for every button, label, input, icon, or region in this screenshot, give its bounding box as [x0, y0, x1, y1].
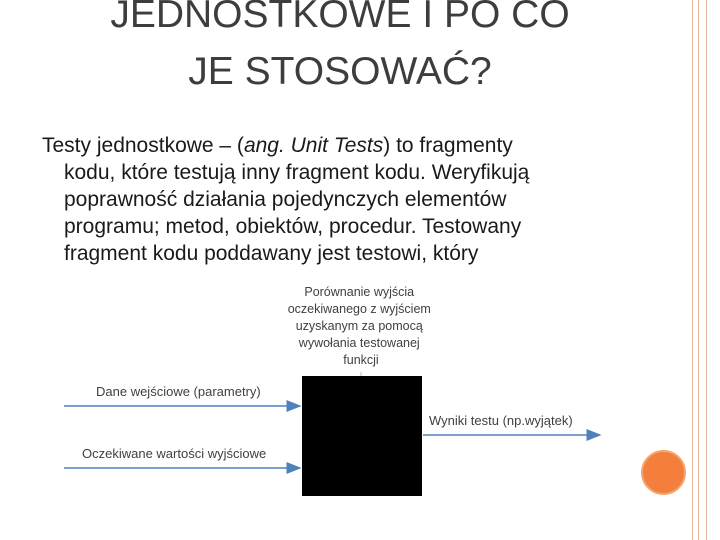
decorative-line-3: [706, 0, 707, 540]
body-line-2: kodu, które testują inny fragment kodu. Weryfikują: [64, 161, 530, 184]
tested-function-box: [302, 376, 422, 496]
test-results-label: Wyniki testu (np.wyjątek): [429, 413, 573, 428]
decorative-circle: [641, 450, 686, 495]
comparison-label-line-2: oczekiwanego z wyjściem: [287, 302, 431, 316]
body-line-1-end: ) to fragmenty: [383, 134, 513, 157]
body-text-clip: [0, 132, 720, 270]
body-line-1-start: Testy jednostkowe – (: [42, 134, 244, 157]
body-line-3: poprawność działania pojedynczych elementów: [64, 188, 507, 211]
decorative-line-1: [692, 0, 693, 540]
comparison-label-line-3: uzyskanym za pomocą: [295, 319, 423, 333]
comparison-label-line-5: funkcji: [343, 353, 379, 367]
body-line-1-italic: ang. Unit Tests: [243, 134, 384, 157]
comparison-label: [288, 285, 435, 367]
expected-values-label: Oczekiwane wartości wyjściowe: [82, 446, 267, 461]
slide-title: [40, 0, 640, 100]
input-params-label: Dane wejściowe (parametry): [96, 384, 261, 399]
comparison-label-line-1: Porównanie wyjścia: [304, 285, 415, 299]
body-line-5: fragment kodu poddawany jest testowi, który: [64, 242, 479, 265]
title-line-2: JE STOSOWAĆ?: [188, 50, 492, 93]
body-line-1: [42, 132, 622, 159]
body-text: [42, 132, 622, 267]
comparison-label-line-4: wywołania testowanej: [298, 336, 420, 350]
body-line-4: programu; metod, obiektów, procedur. Testowany: [64, 215, 522, 238]
decorative-line-2: [698, 0, 699, 540]
title-line-1: JEDNOSTKOWE I PO CO: [110, 0, 570, 36]
